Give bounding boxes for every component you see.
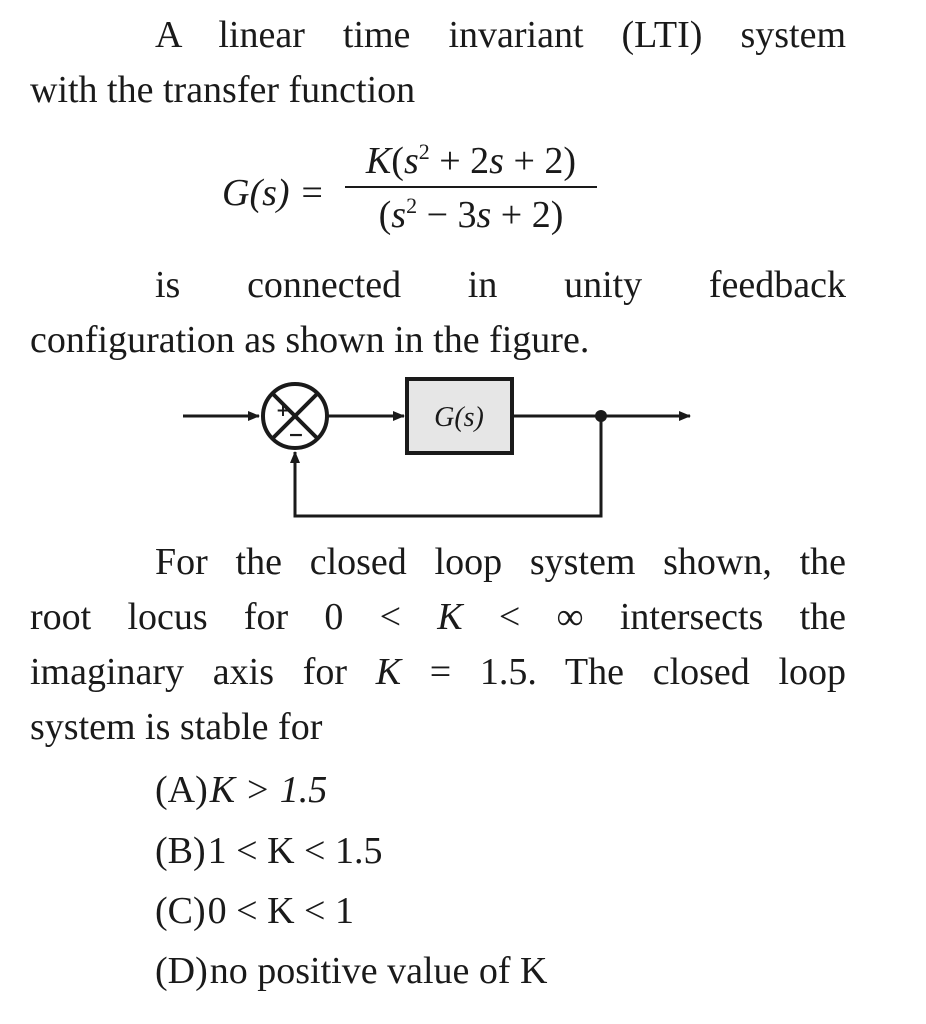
option-d[interactable] — [155, 948, 547, 994]
word: in — [467, 264, 498, 306]
word: For — [155, 541, 208, 583]
word: closed — [309, 541, 407, 583]
option-b[interactable] — [155, 828, 382, 874]
minus-sign: − — [288, 424, 304, 446]
option-text: no positive value of K — [209, 950, 548, 992]
connection-line-2: configuration as shown in the figure. — [30, 319, 590, 361]
word: unity — [564, 264, 643, 306]
option-label: (A) — [155, 769, 208, 811]
word: for — [302, 651, 347, 693]
intro-line-1: A linear time invariant (LTI) system — [155, 14, 846, 56]
word: connected — [247, 264, 402, 306]
option-text: 0 < K < 1 — [207, 890, 354, 932]
question-line-4: system is stable for — [30, 706, 323, 748]
word: the — [799, 596, 846, 638]
word: intersects — [619, 596, 764, 638]
plus-sign: + — [275, 401, 291, 421]
question-line-1 — [155, 539, 846, 585]
word: for — [243, 596, 289, 638]
word: loop — [434, 541, 503, 583]
equation-numerator: $K(s^2 + 2s + 2)$ — [365, 139, 577, 182]
question-line-2 — [30, 594, 846, 640]
word: ∞ — [556, 596, 584, 638]
variable-k: K — [437, 596, 463, 638]
word: closed — [652, 651, 750, 693]
intro-line-2: with the transfer function — [30, 69, 416, 111]
word: 0 — [324, 596, 344, 638]
option-label: (B) — [155, 830, 206, 872]
block-label: G(s) — [434, 402, 484, 433]
word: imaginary — [30, 651, 185, 693]
word: < — [498, 596, 521, 638]
word: shown, — [663, 541, 772, 583]
option-a[interactable] — [155, 767, 327, 813]
word: feedback — [708, 264, 847, 306]
option-label: (D) — [155, 950, 208, 992]
word: system — [529, 541, 636, 583]
option-text: 1 < K < 1.5 — [207, 830, 383, 872]
equation-denominator: $(s^2 - 3s + 2)$ — [378, 193, 564, 236]
word: = — [429, 651, 452, 693]
variable-k: K — [375, 651, 402, 693]
option-text: K > 1.5 — [209, 769, 328, 811]
word: loop — [778, 651, 847, 693]
word: locus — [127, 596, 208, 638]
option-label: (C) — [155, 890, 206, 932]
word: axis — [212, 651, 274, 693]
word: the — [235, 541, 282, 583]
word: The — [564, 651, 624, 693]
word: < — [379, 596, 402, 638]
equation-lhs: G(s) = — [222, 172, 325, 214]
word: the — [799, 541, 847, 583]
word: is — [155, 264, 181, 306]
word: root — [30, 596, 92, 638]
word: 1.5. — [479, 651, 537, 693]
option-c[interactable] — [155, 888, 354, 934]
question-line-3 — [30, 649, 846, 695]
